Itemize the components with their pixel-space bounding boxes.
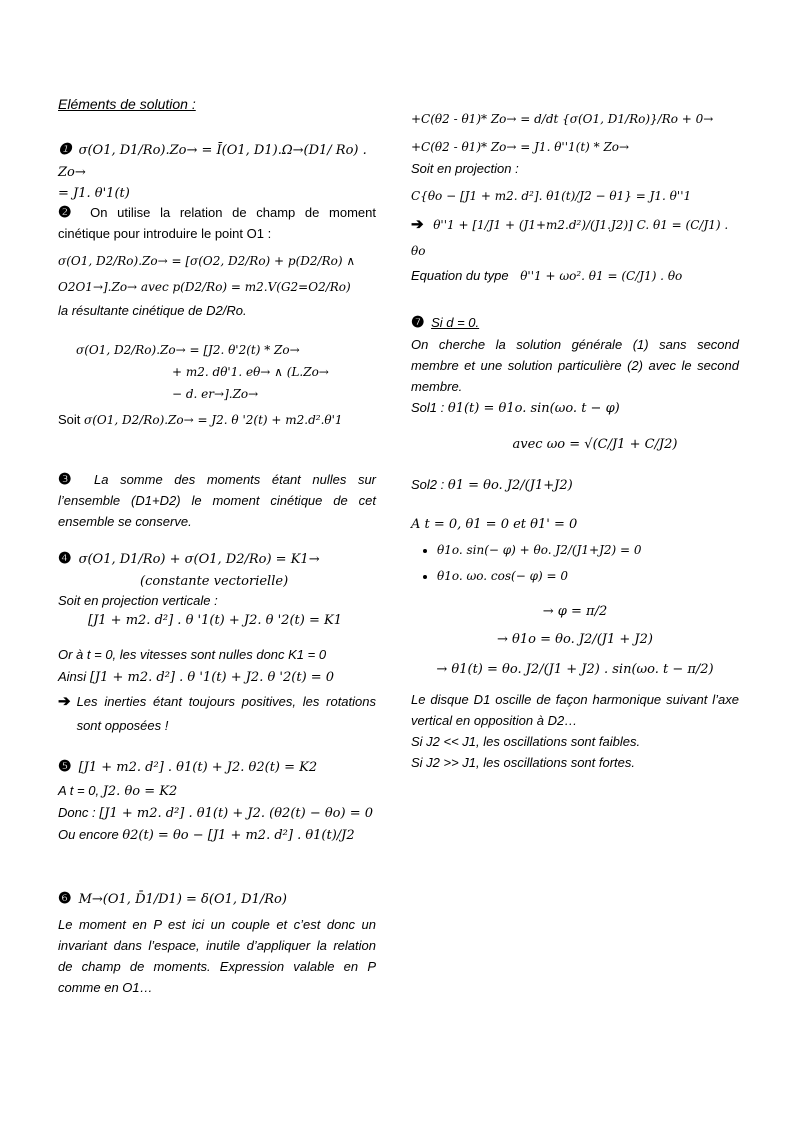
- step-5-donc-label: Donc :: [58, 805, 96, 820]
- avec-equation: avec ωo = √(C/J1 + C/J2): [512, 437, 678, 452]
- step-3-marker: ❸: [58, 471, 80, 488]
- sol2-equation: θ1 = θo. J2/(J1+J2): [447, 478, 573, 493]
- initial-conditions: A t = 0, θ1 = 0 et θ1' = 0: [411, 517, 578, 532]
- right-equation-4-line: [411, 212, 739, 264]
- step-3: [58, 469, 376, 532]
- step-3-text: La somme des moments étant nulles sur l’ensemble (D1+D2) le moment cinétique de cet ensemble se conserve.: [58, 472, 376, 529]
- step-4-projection-label: Soit en projection verticale :: [58, 593, 218, 608]
- step-7: [411, 312, 739, 773]
- equation-type-label: Equation du type: [411, 268, 509, 283]
- step-1-equation-2: = J1. θ'1(t): [58, 186, 130, 201]
- step-4-equation-1: σ(O1, D1/Ro) + σ(O1, D2/Ro) = K1→: [78, 552, 320, 567]
- step-2: [58, 202, 376, 433]
- equation-type: θ''1 + ωo². θ1 = (C/J1) . θo: [520, 269, 683, 283]
- step-6: [58, 884, 376, 998]
- arrow-conclusion: [58, 690, 376, 738]
- right-arrow-icon-2: ➔: [411, 216, 424, 233]
- sol1-equation: θ1(t) = θ1o. sin(ωo. t − φ): [447, 401, 620, 416]
- step-5-marker: ❺: [58, 757, 72, 775]
- result-phi: → φ = π/2: [542, 604, 608, 619]
- list-item: • θ1o. ωo. cos(− φ) = 0: [437, 563, 739, 589]
- sol1-label: Sol1 :: [411, 400, 445, 415]
- step-7-text: On cherche la solution générale (1) sans second membre et une solution particulière (2) avec le second membre.: [411, 337, 739, 394]
- step-2-equation-1: σ(O1, D2/Ro).Zo→ = [σ(O2, D2/Ro) + p(D2/Ro) ∧: [58, 254, 356, 268]
- conclusion-3: Si J2 >> J1, les oscillations sont fortes.: [411, 755, 635, 770]
- right-projection-label: Soit en projection :: [411, 161, 519, 176]
- step-7-heading: Si d = 0.: [431, 315, 480, 330]
- condition-list: [411, 537, 739, 589]
- or-line: Or à t = 0, les vitesses sont nulles donc K1 = 0: [58, 647, 327, 662]
- step-4: [58, 546, 376, 632]
- step-7-marker: ❼: [411, 314, 425, 331]
- step-5-equation-1: [J1 + m2. d²] . θ1(t) + J2. θ2(t) = K2: [78, 760, 318, 775]
- result-theta1o: → θ1o = θo. J2/(J1 + J2): [497, 632, 653, 647]
- right-equation-2: +C(θ2 - θ1)* Zo→ = J1. θ''1(t) * Zo→: [411, 140, 630, 154]
- step-5-at-equation: J2. θo = K2: [102, 784, 178, 799]
- step-2-text: On utilise la relation de champ de moment cinétique pour introduire le point O1 :: [58, 205, 377, 241]
- conclusion-1: Le disque D1 oscille de façon harmonique suivant l’axe vertical en opposition à D2…: [411, 692, 739, 728]
- equation-type-line: [411, 264, 739, 288]
- step-5-ou-label: Ou encore: [58, 827, 119, 842]
- step-5-at-label: A t = 0,: [58, 783, 100, 798]
- step-5: [58, 754, 376, 846]
- step-6-text: Le moment en P est ici un couple et c’est donc un invariant dans l’espace, inutile d’appliquer la relation de champ de moments. Expression valable en P comme en O1…: [58, 917, 376, 995]
- conclusion-2: Si J2 << J1, les oscillations sont faibles.: [411, 734, 641, 749]
- right-equation-4: θ''1 + [1/J1 + (J1+m2.d²)/(J1.J2)] C. θ1 = (C/J1) . θo: [411, 218, 729, 258]
- ainsi-line: [58, 666, 376, 689]
- step-2-text-2: la résultante cinétique de D2/Ro.: [58, 303, 247, 318]
- step-5-donc-equation: [J1 + m2. d²] . θ1(t) + J2. (θ2(t) − θo) = 0: [99, 806, 373, 821]
- step-1-equation: σ(O1, D1/Ro).Zo→ = Ī(O1, D1).Ω→(D1/ Ro) . Zo→: [58, 143, 367, 180]
- ainsi-equation: [J1 + m2. d²] . θ '1(t) + J2. θ '2(t) = 0: [89, 670, 335, 685]
- step-5-ou-equation: θ2(t) = θo − [J1 + m2. d²] . θ1(t)/J2: [122, 828, 355, 843]
- sol2-label: Sol2 :: [411, 477, 445, 492]
- step-4-equation-2: [J1 + m2. d²] . θ '1(t) + J2. θ '2(t) = K1: [88, 613, 342, 628]
- step-2-equation-3c: − d. er→].Zo→: [172, 387, 259, 401]
- arrow-conclusion-text: Les inerties étant toujours positives, les rotations sont opposées !: [76, 694, 376, 733]
- right-arrow-icon: ➔: [58, 693, 71, 710]
- right-equation-1: +C(θ2 - θ1)* Zo→ = d/dt {σ(O1, D1/Ro)}/Ro + 0→: [411, 112, 714, 126]
- step-2-equation-2: O2O1→].Zo→ avec p(D2/Ro) = m2.V(G2=O2/Ro): [58, 280, 351, 294]
- step-6-marker: ❻: [58, 889, 72, 907]
- result-theta1: → θ1(t) = θo. J2/(J1 + J2) . sin(ωo. t − π/2): [436, 662, 714, 677]
- step-2-equation-3a: σ(O1, D2/Ro).Zo→ = [J2. θ'2(t) * Zo→: [76, 343, 300, 357]
- step-1-marker: ❶: [58, 140, 72, 158]
- section-title: Eléments de solution :: [58, 96, 196, 112]
- ainsi-label: Ainsi: [58, 669, 87, 684]
- step-2-marker: ❷: [58, 204, 78, 221]
- step-4-equation-1b: (constante vectorielle): [140, 574, 289, 589]
- step-2-soit-equation: σ(O1, D2/Ro).Zo→ = J2. θ '2(t) + m2.d².θ'1: [84, 413, 343, 427]
- step-2-soit-label: Soit: [58, 412, 81, 427]
- step-2-equation-3b: + m2. dθ'1. eθ→ ∧ (L.Zo→: [172, 365, 329, 379]
- right-equation-3: C{θo − [J1 + m2. d²]. θ1(t)/J2 − θ1} = J1. θ''1: [411, 189, 692, 203]
- step-1: [58, 138, 376, 204]
- step-4-marker: ❹: [58, 549, 72, 567]
- step-6-equation: M→(O1, D̄1/D1) = δ(O1, D1/Ro): [78, 892, 287, 907]
- list-item: • θ1o. sin(− φ) + θo. J2/(J1+J2) = 0: [437, 537, 739, 563]
